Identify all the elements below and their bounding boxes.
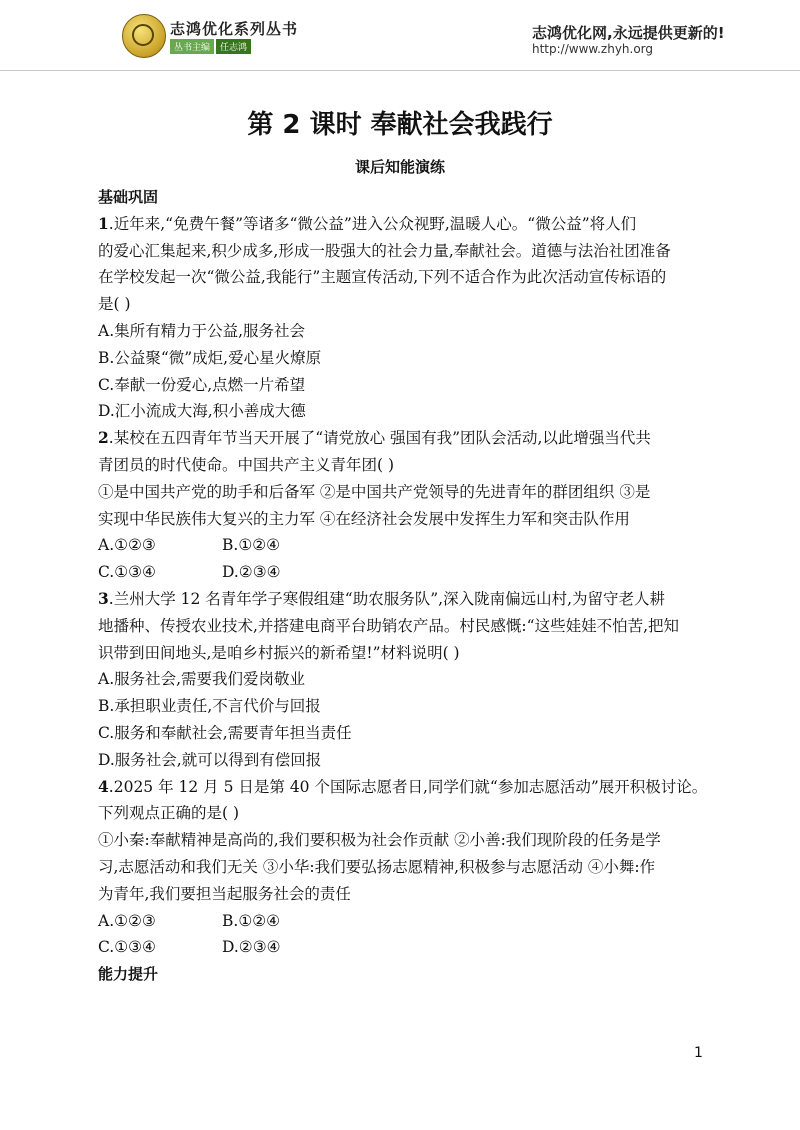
question-line: 1.近年来,“免费午餐”等诸多“微公益”进入公众视野,温暖人心。“微公益”将人们 — [98, 213, 637, 233]
question-line: 4.2025 年 12 月 5 日是第 40 个国际志愿者日,同学们就“参加志愿活动”展开积极讨论。 — [98, 776, 708, 796]
editor-label: 丛书主编 — [170, 39, 214, 54]
option-c: C.服务和奉献社会,需要青年担当责任 — [98, 723, 352, 742]
question-line: 2.某校在五四青年节当天开展了“请党放心 强国有我”团队会活动,以此增强当代共 — [98, 428, 651, 448]
question-line: ①是中国共产党的助手和后备军 ②是中国共产党领导的先进青年的群团组织 ③是 — [98, 482, 651, 501]
header-slogan: 志鸿优化网,永远提供更新的! — [532, 24, 725, 42]
question-4 — [98, 774, 708, 962]
question-line: 地播种、传授农业技术,并搭建电商平台助销农产品。村民感慨:“这些娃娃不怕苦,把知 — [98, 616, 680, 635]
question-line: 识带到田间地头,是咱乡村振兴的新希望!”材料说明( ) — [98, 643, 460, 662]
page-title: 第 2 课时 奉献社会我践行 — [247, 110, 553, 140]
page-subtitle: 课后知能演练 — [354, 158, 445, 176]
question-line: ①小秦:奉献精神是高尚的,我们要积极为社会作贡献 ②小善:我们现阶段的任务是学 — [98, 831, 661, 850]
option-c: C.奉献一份爱心,点燃一片希望 — [98, 375, 306, 394]
question-line: 青团员的时代使命。中国共产主义青年团( ) — [98, 455, 395, 474]
option-c: C.①③④ — [98, 938, 156, 957]
section-advanced: 能力提升 — [98, 965, 159, 984]
question-line: 在学校发起一次“微公益,我能行”主题宣传活动,下列不适合作为此次活动宣传标语的 — [98, 268, 667, 287]
page-header — [0, 0, 800, 71]
options-row — [98, 934, 702, 961]
question-line: 的爱心汇集起来,积少成多,形成一股强大的社会力量,奉献社会。道德与法治社团准备 — [98, 241, 671, 260]
option-d: D.②③④ — [222, 563, 281, 582]
page-number: 1 — [694, 1045, 703, 1061]
question-number: 2 — [98, 428, 109, 448]
header-url[interactable]: http://www.zhyh.org — [532, 42, 654, 56]
option-d: D.汇小流成大海,积小善成大德 — [98, 402, 306, 421]
section-basic: 基础巩固 — [98, 188, 159, 206]
options-row — [98, 908, 702, 935]
question-1 — [98, 211, 702, 425]
question-number: 1 — [98, 213, 109, 233]
question-number: 3 — [98, 588, 109, 608]
question-line: 是( ) — [98, 295, 131, 314]
editor-name: 任志鸿 — [216, 39, 251, 54]
question-line: 实现中华民族伟大复兴的主力军 ④在经济社会发展中发挥生力军和突击队作用 — [98, 509, 630, 528]
options-row — [98, 532, 702, 559]
question-2 — [98, 425, 702, 586]
option-b: B.承担职业责任,不言代价与回报 — [98, 697, 321, 716]
series-logo-icon — [122, 14, 166, 58]
document-body — [98, 184, 708, 988]
option-a: A.①②③ — [98, 911, 156, 930]
option-b: B.①②④ — [222, 911, 281, 930]
option-a: A.①②③ — [98, 536, 156, 555]
option-d: D.服务社会,就可以得到有偿回报 — [98, 750, 322, 769]
option-a: A.集所有精力于公益,服务社会 — [98, 321, 306, 340]
editor-row — [170, 39, 251, 54]
question-line: 3.兰州大学 12 名青年学子寒假组建“助农服务队”,深入陇南偏远山村,为留守老人耕 — [98, 588, 666, 608]
option-b: B.①②④ — [222, 536, 281, 555]
question-line: 习,志愿活动和我们无关 ③小华:我们要弘扬志愿精神,积极参与志愿活动 ④小舞:作 — [98, 857, 656, 876]
question-line: 为青年,我们要担当起服务社会的责任 — [98, 884, 351, 903]
series-title: 志鸿优化系列丛书 — [170, 20, 299, 38]
option-d: D.②③④ — [222, 938, 281, 957]
question-line: 下列观点正确的是( ) — [98, 804, 240, 823]
options-row — [98, 559, 702, 586]
option-c: C.①③④ — [98, 563, 156, 582]
option-a: A.服务社会,需要我们爱岗敬业 — [98, 670, 306, 689]
question-number: 4 — [98, 776, 109, 796]
question-3 — [98, 586, 702, 774]
option-b: B.公益聚“微”成炬,爱心星火燎原 — [98, 348, 322, 367]
